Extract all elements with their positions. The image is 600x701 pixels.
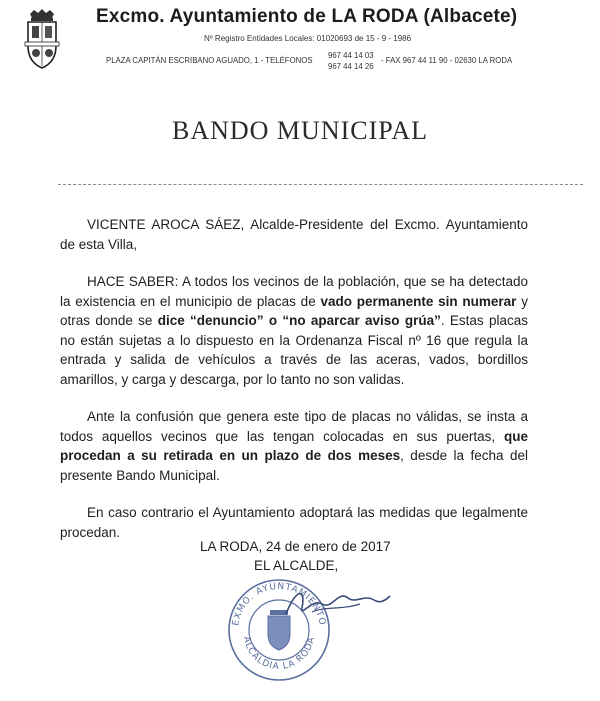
emphasis-text: vado permanente sin numerar [320,293,517,309]
document-body [60,215,528,560]
document-heading: BANDO MUNICIPAL [171,116,428,145]
paragraph-text: , desde la fecha del presente Bando Municipal. [60,448,528,483]
emphasis-text: que procedan a su retirada en un plazo de dos meses [60,428,528,463]
fax-text: - FAX 967 44 11 90 - 02630 LA RODA [381,56,513,65]
paragraph-request [60,407,528,485]
paragraph-text: . Estas placas no están sujetas a lo dispuesto en la Ordenanza Fiscal nº 16 que regula la entrada y salida de vehículos a través de las aceras, vados, bordillos amarillos, y carga y descarga, por lo tanto no son validas. [60,313,528,387]
paragraph-text: y otras donde se [60,293,528,328]
phone-number-2: 967 44 14 26 [328,62,374,71]
paragraph-text: HACE SABER: A todos los vecinos de la población, que se ha detectado la existencia en el municipio de placas de [60,274,528,309]
signature-block [200,537,391,575]
paragraph-warning: En caso contrario el Ayuntamiento adoptará las medidas que legalmente procedan. [60,505,528,540]
signer-role: EL ALCALDE, [254,558,339,573]
phone-number-1: 967 44 14 03 [328,51,374,60]
section-divider [58,184,583,185]
seal-bottom-text: ALCALDIA LA RODA [240,635,318,673]
emphasis-text: dice “denuncio” o “no aparcar aviso grúa” [157,313,441,328]
registry-number: Nº Registro Entidades Locales: 01020693 de 15 - 9 - 1986 [204,34,412,43]
seal-top-text: EXMO. AYUNTAMIENTO [231,581,327,627]
paragraph-mayor: VICENTE AROCA SÁEZ, Alcalde-Presidente del Excmo. Ayuntamiento de esta Villa, [60,217,528,252]
coat-of-arms-icon [22,8,62,72]
paragraph-text: Ante la confusión que genera este tipo de placas no válidas, se insta a todos aquellos vecinos que las tengan colocadas en sus puertas, [60,409,528,444]
council-title: Excmo. Ayuntamiento de LA RODA (Albacete) [96,6,518,27]
address-text: PLAZA CAPITÁN ESCRIBANO AGUADO, 1 - TELÉFONOS [106,56,313,65]
paragraph-announcement [60,272,528,389]
handwritten-signature [282,584,392,624]
place-date: LA RODA, 24 de enero de 2017 [200,539,391,554]
